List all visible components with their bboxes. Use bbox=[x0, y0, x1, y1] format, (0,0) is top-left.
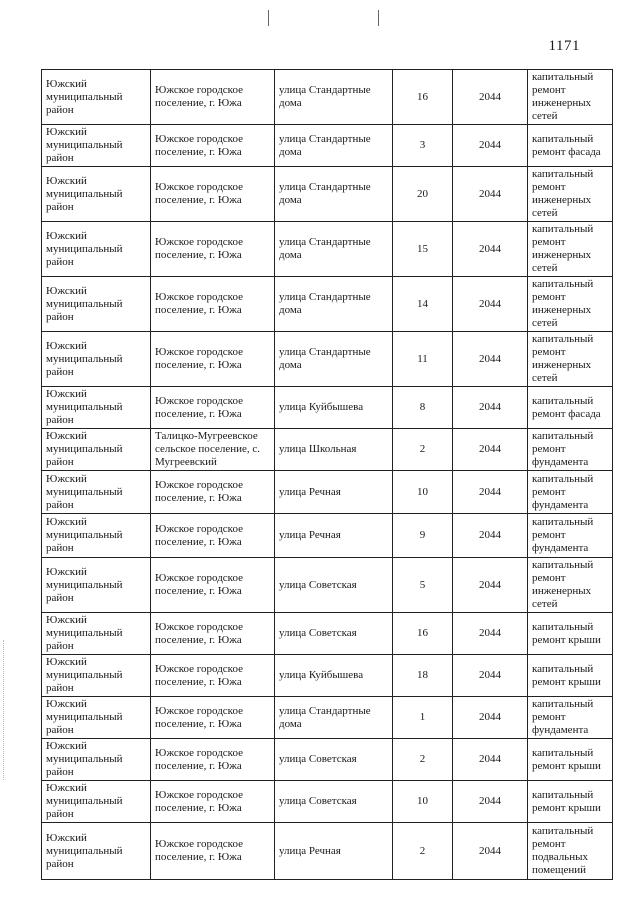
house-number-cell: 11 bbox=[393, 332, 453, 387]
settlement-cell: Южское городское поселение, г. Южа bbox=[151, 558, 275, 613]
house-number-cell: 9 bbox=[393, 514, 453, 558]
street-cell: улица Речная bbox=[275, 471, 393, 514]
year-cell: 2044 bbox=[453, 655, 528, 697]
year-cell: 2044 bbox=[453, 70, 528, 125]
work-type-cell: капитальный ремонт фундамента bbox=[528, 429, 613, 471]
work-type-cell: капитальный ремонт крыши bbox=[528, 781, 613, 823]
settlement-cell: Южское городское поселение, г. Южа bbox=[151, 471, 275, 514]
district-cell: Южский муниципальный район bbox=[42, 697, 151, 739]
capital-repair-table bbox=[41, 69, 613, 880]
house-number-cell: 1 bbox=[393, 697, 453, 739]
work-type-cell: капитальный ремонт инженерных сетей bbox=[528, 332, 613, 387]
settlement-cell: Южское городское поселение, г. Южа bbox=[151, 781, 275, 823]
year-cell: 2044 bbox=[453, 471, 528, 514]
table-row bbox=[42, 70, 613, 125]
table-row bbox=[42, 277, 613, 332]
year-cell: 2044 bbox=[453, 781, 528, 823]
street-cell: улица Куйбышева bbox=[275, 387, 393, 429]
work-type-cell: капитальный ремонт инженерных сетей bbox=[528, 222, 613, 277]
settlement-cell: Южское городское поселение, г. Южа bbox=[151, 613, 275, 655]
work-type-cell: капитальный ремонт крыши bbox=[528, 613, 613, 655]
district-cell: Южский муниципальный район bbox=[42, 655, 151, 697]
settlement-cell: Южское городское поселение, г. Южа bbox=[151, 823, 275, 880]
table-row bbox=[42, 823, 613, 880]
work-type-cell: капитальный ремонт инженерных сетей bbox=[528, 277, 613, 332]
table-row bbox=[42, 697, 613, 739]
district-cell: Южский муниципальный район bbox=[42, 739, 151, 781]
table-row bbox=[42, 514, 613, 558]
street-cell: улица Стандартные дома bbox=[275, 125, 393, 167]
table-body bbox=[42, 70, 613, 880]
year-cell: 2044 bbox=[453, 277, 528, 332]
work-type-cell: капитальный ремонт фундамента bbox=[528, 471, 613, 514]
table-row bbox=[42, 222, 613, 277]
settlement-cell: Южское городское поселение, г. Южа bbox=[151, 739, 275, 781]
street-cell: улица Советская bbox=[275, 781, 393, 823]
street-cell: улица Куйбышева bbox=[275, 655, 393, 697]
year-cell: 2044 bbox=[453, 823, 528, 880]
district-cell: Южский муниципальный район bbox=[42, 823, 151, 880]
house-number-cell: 2 bbox=[393, 823, 453, 880]
district-cell: Южский муниципальный район bbox=[42, 277, 151, 332]
settlement-cell: Южское городское поселение, г. Южа bbox=[151, 125, 275, 167]
district-cell: Южский муниципальный район bbox=[42, 332, 151, 387]
year-cell: 2044 bbox=[453, 613, 528, 655]
table-row bbox=[42, 781, 613, 823]
house-number-cell: 14 bbox=[393, 277, 453, 332]
work-type-cell: капитальный ремонт крыши bbox=[528, 655, 613, 697]
house-number-cell: 18 bbox=[393, 655, 453, 697]
table-row bbox=[42, 387, 613, 429]
house-number-cell: 16 bbox=[393, 613, 453, 655]
margin-artifact bbox=[3, 640, 5, 780]
district-cell: Южский муниципальный район bbox=[42, 222, 151, 277]
house-number-cell: 2 bbox=[393, 429, 453, 471]
street-cell: улица Стандартные дома bbox=[275, 697, 393, 739]
binding-mark bbox=[268, 10, 269, 26]
street-cell: улица Советская bbox=[275, 739, 393, 781]
street-cell: улица Стандартные дома bbox=[275, 167, 393, 222]
district-cell: Южский муниципальный район bbox=[42, 558, 151, 613]
work-type-cell: капитальный ремонт фундамента bbox=[528, 514, 613, 558]
binding-marks bbox=[0, 10, 640, 30]
year-cell: 2044 bbox=[453, 514, 528, 558]
table-row bbox=[42, 471, 613, 514]
street-cell: улица Стандартные дома bbox=[275, 332, 393, 387]
table-row bbox=[42, 613, 613, 655]
house-number-cell: 2 bbox=[393, 739, 453, 781]
work-type-cell: капитальный ремонт фундамента bbox=[528, 697, 613, 739]
street-cell: улица Речная bbox=[275, 514, 393, 558]
work-type-cell: капитальный ремонт инженерных сетей bbox=[528, 70, 613, 125]
district-cell: Южский муниципальный район bbox=[42, 429, 151, 471]
street-cell: улица Речная bbox=[275, 823, 393, 880]
work-type-cell: капитальный ремонт инженерных сетей bbox=[528, 167, 613, 222]
year-cell: 2044 bbox=[453, 222, 528, 277]
settlement-cell: Южское городское поселение, г. Южа bbox=[151, 70, 275, 125]
street-cell: улица Советская bbox=[275, 558, 393, 613]
table-row bbox=[42, 429, 613, 471]
street-cell: улица Школьная bbox=[275, 429, 393, 471]
work-type-cell: капитальный ремонт инженерных сетей bbox=[528, 558, 613, 613]
year-cell: 2044 bbox=[453, 125, 528, 167]
work-type-cell: капитальный ремонт фасада bbox=[528, 387, 613, 429]
year-cell: 2044 bbox=[453, 558, 528, 613]
settlement-cell: Южское городское поселение, г. Южа bbox=[151, 332, 275, 387]
settlement-cell: Южское городское поселение, г. Южа bbox=[151, 387, 275, 429]
page-number: 1171 bbox=[548, 38, 580, 54]
table-row bbox=[42, 125, 613, 167]
street-cell: улица Стандартные дома bbox=[275, 222, 393, 277]
table-row bbox=[42, 332, 613, 387]
year-cell: 2044 bbox=[453, 429, 528, 471]
house-number-cell: 10 bbox=[393, 471, 453, 514]
table-row bbox=[42, 558, 613, 613]
work-type-cell: капитальный ремонт подвальных помещений bbox=[528, 823, 613, 880]
year-cell: 2044 bbox=[453, 387, 528, 429]
settlement-cell: Южское городское поселение, г. Южа bbox=[151, 655, 275, 697]
settlement-cell: Южское городское поселение, г. Южа bbox=[151, 222, 275, 277]
district-cell: Южский муниципальный район bbox=[42, 613, 151, 655]
year-cell: 2044 bbox=[453, 697, 528, 739]
year-cell: 2044 bbox=[453, 739, 528, 781]
house-number-cell: 5 bbox=[393, 558, 453, 613]
house-number-cell: 3 bbox=[393, 125, 453, 167]
year-cell: 2044 bbox=[453, 167, 528, 222]
house-number-cell: 16 bbox=[393, 70, 453, 125]
house-number-cell: 8 bbox=[393, 387, 453, 429]
district-cell: Южский муниципальный район bbox=[42, 125, 151, 167]
district-cell: Южский муниципальный район bbox=[42, 514, 151, 558]
district-cell: Южский муниципальный район bbox=[42, 70, 151, 125]
district-cell: Южский муниципальный район bbox=[42, 471, 151, 514]
street-cell: улица Стандартные дома bbox=[275, 277, 393, 332]
table-row bbox=[42, 655, 613, 697]
year-cell: 2044 bbox=[453, 332, 528, 387]
work-type-cell: капитальный ремонт фасада bbox=[528, 125, 613, 167]
binding-mark bbox=[378, 10, 379, 26]
settlement-cell: Южское городское поселение, г. Южа bbox=[151, 697, 275, 739]
table-row bbox=[42, 739, 613, 781]
house-number-cell: 15 bbox=[393, 222, 453, 277]
street-cell: улица Советская bbox=[275, 613, 393, 655]
street-cell: улица Стандартные дома bbox=[275, 70, 393, 125]
settlement-cell: Южское городское поселение, г. Южа bbox=[151, 167, 275, 222]
district-cell: Южский муниципальный район bbox=[42, 167, 151, 222]
table-row bbox=[42, 167, 613, 222]
settlement-cell: Южское городское поселение, г. Южа bbox=[151, 514, 275, 558]
work-type-cell: капитальный ремонт крыши bbox=[528, 739, 613, 781]
district-cell: Южский муниципальный район bbox=[42, 781, 151, 823]
settlement-cell: Южское городское поселение, г. Южа bbox=[151, 277, 275, 332]
settlement-cell: Талицко-Мугреевское сельское поселение, с. Мугреевский bbox=[151, 429, 275, 471]
district-cell: Южский муниципальный район bbox=[42, 387, 151, 429]
house-number-cell: 10 bbox=[393, 781, 453, 823]
house-number-cell: 20 bbox=[393, 167, 453, 222]
